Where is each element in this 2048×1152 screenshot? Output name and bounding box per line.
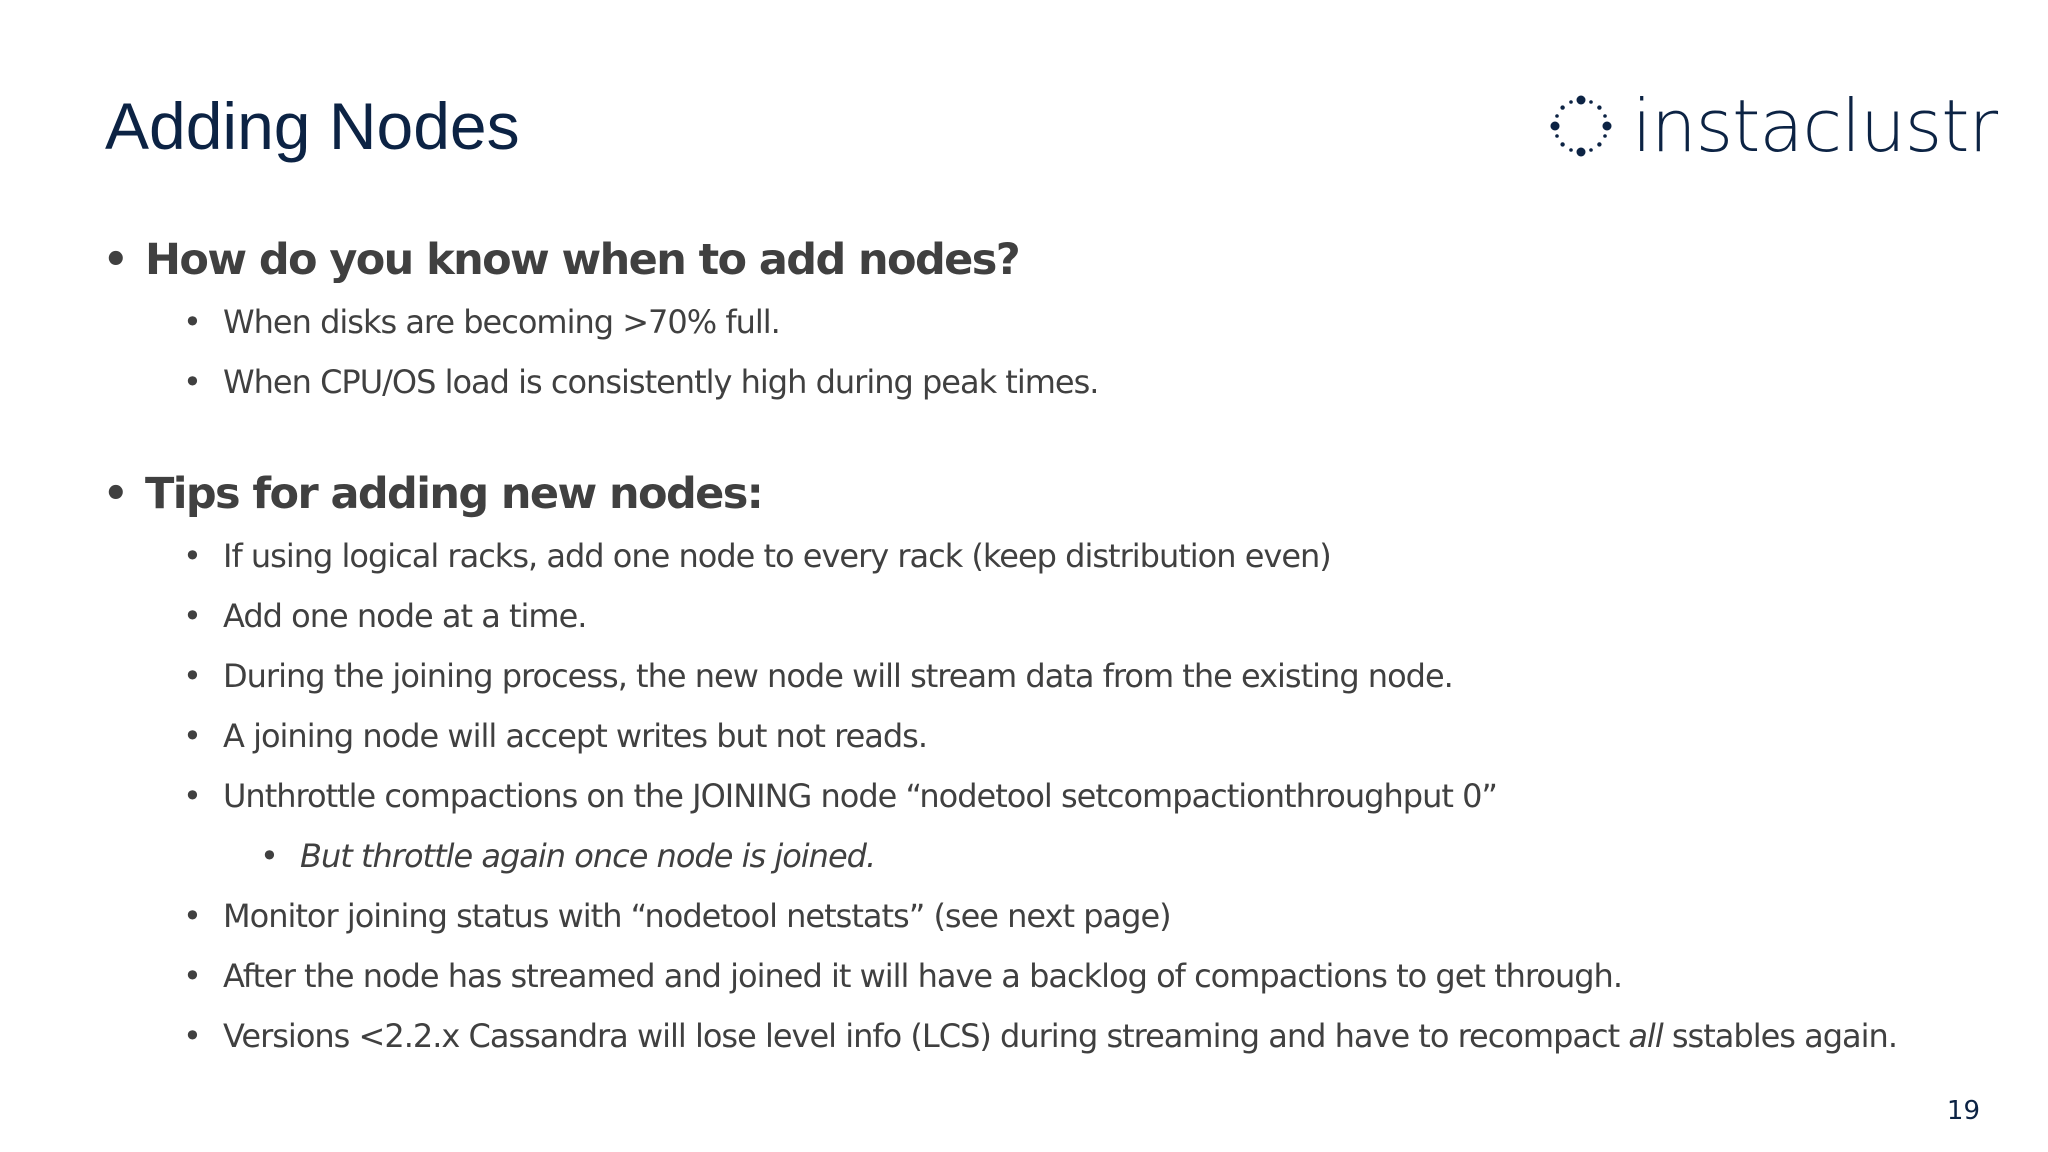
list-item-text-after: sstables again. [1662,1017,1897,1055]
section-heading-when-to-add [103,228,2003,292]
bullet-icon: • [183,537,202,575]
bullet-icon: • [183,363,202,401]
bullet-icon: • [183,717,202,755]
heading-text: Tips for adding new nodes: [145,469,763,519]
bullet-icon: • [183,597,202,635]
page-number: 19 [1946,1096,1980,1126]
list-item-text: Add one node at a time. [223,597,587,635]
list-item [103,646,2003,706]
bullet-icon: • [183,1017,202,1055]
dotted-circle-icon [1550,95,1612,157]
bullet-icon: • [103,471,129,517]
sub-list-item-text: But throttle again once node is joined. [300,837,876,875]
list-item [103,526,2003,586]
slide-title: Adding Nodes [105,89,520,163]
bullet-icon: • [260,837,279,875]
list-item [103,352,2003,412]
list-item [103,1006,2003,1066]
instaclustr-logo [1550,86,1997,166]
bullet-icon: • [183,897,202,935]
emphasis-text: all [1628,1017,1663,1055]
list-item [103,766,2003,826]
section-heading-tips [103,462,2003,526]
logo-wordmark: instaclustr [1632,84,1998,168]
sub-list-item [103,826,2003,886]
list-item-text: When CPU/OS load is consistently high during peak times. [223,363,1099,401]
list-item-text: When disks are becoming >70% full. [223,303,780,341]
list-item-text: Monitor joining status with “nodetool netstats” (see next page) [223,897,1171,935]
heading-text: How do you know when to add nodes? [145,235,1020,285]
list-item-text: If using logical racks, add one node to every rack (keep distribution even) [223,537,1331,575]
bullet-icon: • [183,657,202,695]
bullet-icon: • [183,303,202,341]
list-item [103,586,2003,646]
list-item-text: After the node has streamed and joined it will have a backlog of compactions to get through. [223,957,1622,995]
bullet-icon: • [103,237,129,283]
list-item [103,946,2003,1006]
bullet-icon: • [183,957,202,995]
list-item [103,886,2003,946]
list-item [103,706,2003,766]
list-item-text: Unthrottle compactions on the JOINING node “nodetool setcompactionthroughput 0” [223,777,1497,815]
bullet-list [103,228,2003,1066]
list-item-text: During the joining process, the new node will stream data from the existing node. [223,657,1453,695]
bullet-icon: • [183,777,202,815]
list-item-text-before: Versions <2.2.x Cassandra will lose level info (LCS) during streaming and have to recompact [223,1017,1629,1055]
list-item [103,292,2003,352]
list-item-text: A joining node will accept writes but not reads. [223,717,928,755]
